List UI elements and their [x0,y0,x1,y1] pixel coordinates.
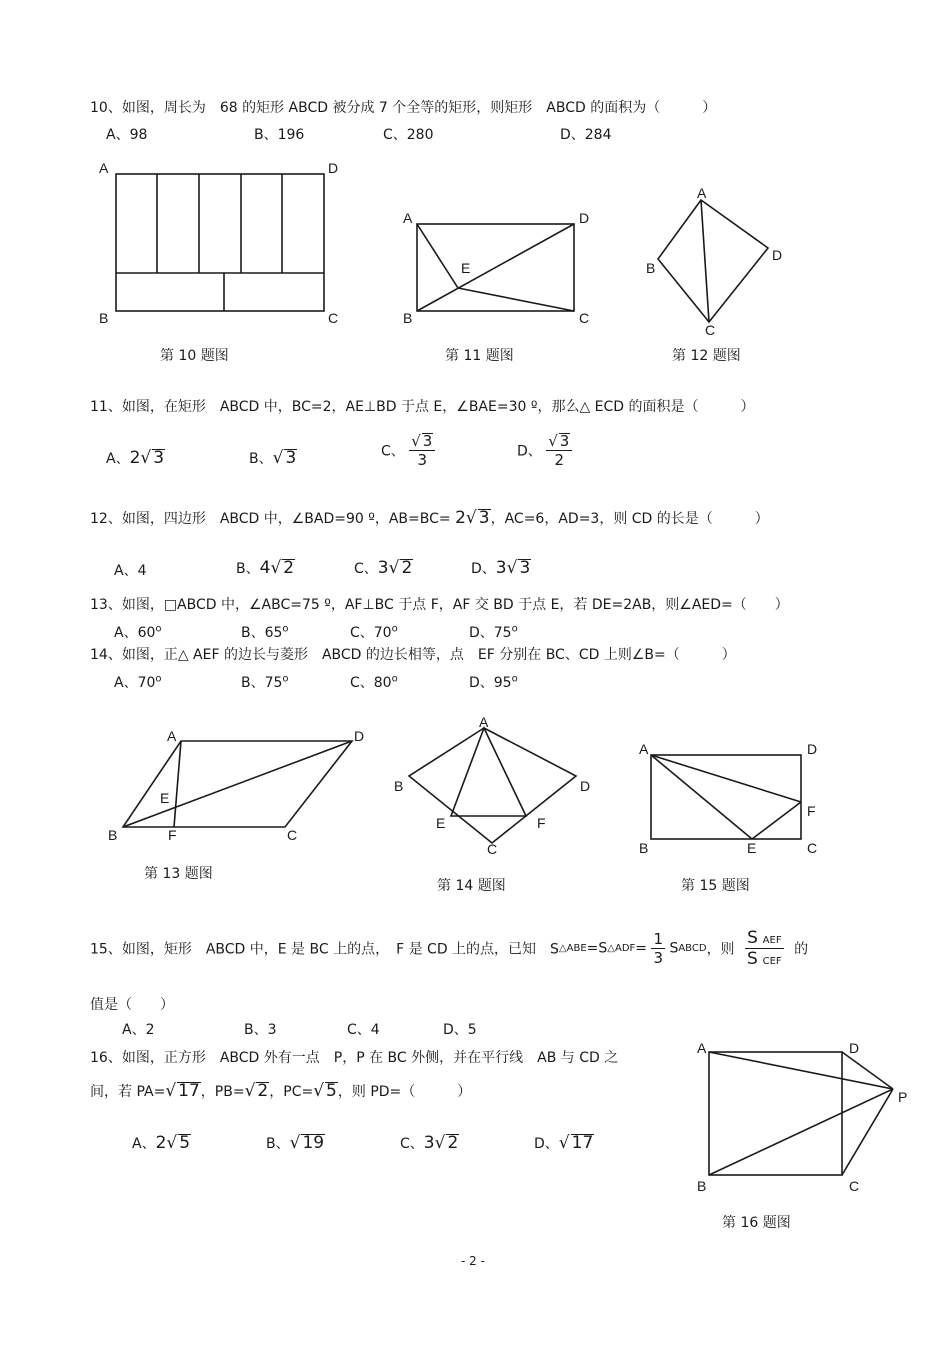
caption-figure-14: 第 14 题图 [437,878,506,894]
q14-option-b: B、75$^o$ [241,673,289,691]
fig15-label-c: C [807,840,818,856]
question-11-text: 11、如图，在矩形 ABCD 中，BC=2，AE⊥BD 于点 E，∠BAE=30 º，那么△ ECD 的面积是（ ） [90,399,755,415]
fig11-label-a: A [403,210,413,226]
caption-figure-16: 第 16 题图 [722,1215,791,1231]
fig14-label-a: A [479,714,489,730]
caption-figure-15: 第 15 题图 [681,878,750,894]
fig15-label-d: D [807,741,818,757]
fig12-label-d: D [772,247,783,263]
fig11-label-d: D [579,210,590,226]
fig10-label-c: C [328,310,339,326]
q13-option-a: A、60$^o$ [114,623,162,641]
fig14-label-f: F [537,815,546,831]
q12-option-c: C、3√ 2 [354,558,413,578]
caption-figure-13: 第 13 题图 [144,866,213,882]
q10-option-c: C、280 [383,127,434,143]
q15-option-a: A、2 [122,1022,155,1038]
q15-option-b: B、3 [244,1022,277,1038]
fig15-label-e: E [747,840,757,856]
question-13-text: 13、如图，□ABCD 中，∠ABC=75 º，AF⊥BC 于点 F，AF 交 BD 于点 E，若 DE=2AB，则∠AED=（ ） [90,597,789,613]
fig14-label-e: E [436,815,446,831]
fig11-label-b: B [403,310,413,326]
question-15-line2: 值是（ ） [90,997,174,1013]
question-10-text: 10、如图，周长为 68 的矩形 ABCD 被分成 7 个全等的矩形，则矩形 ABCD 的面积为（ ） [90,100,717,116]
fig10-label-d: D [328,160,339,176]
q13-option-d: D、75$^o$ [469,623,518,641]
fig12-label-a: A [697,185,707,201]
fig16-label-a: A [697,1040,707,1056]
q16-option-a: A、2√ 5 [132,1133,191,1153]
q13-option-c: C、70$^o$ [350,623,398,641]
q14-option-c: C、80$^o$ [350,673,398,691]
question-16-line2: 间，若 PA=√ 17，PB=√ 2，PC=√ 5，则 PD=（ ） [90,1081,472,1101]
question-14-text: 14、如图，正△ AEF 的边长与菱形 ABCD 的边长相等，点 EF 分别在 BC、CD 上则∠B=（ ） [90,647,736,663]
q15-option-d: D、5 [443,1022,477,1038]
caption-figure-12: 第 12 题图 [672,348,741,364]
q12-option-a: A、4 [114,563,147,579]
fig12-label-b: B [646,260,656,276]
fig15-label-f: F [807,803,816,819]
fig16-label-b: B [697,1178,707,1194]
fig13-label-f: F [168,827,177,843]
question-15-text: 15、如图，矩形 ABCD 中，E 是 BC 上的点， F 是 CD 上的点，已知 S△ABE=S△ADF= $\frac{1}{3}$ SABCD，则 $\frac{\text{S AEF}}{\text{S CEF}}$ 的 [90,928,809,969]
fig16-label-c: C [849,1178,860,1194]
q16-option-b: B、√ 19 [266,1133,325,1153]
fig10-label-a: A [99,160,109,176]
fig10-label-b: B [99,310,109,326]
q11-option-a: A、2√ 3 [106,448,165,468]
caption-figure-10: 第 10 题图 [160,348,229,364]
fig13-label-c: C [287,827,298,843]
question-12-text: 12、如图，四边形 ABCD 中，∠BAD=90 º，AB=BC= 2√ 3，AC=6，AD=3，则 CD 的长是（ ） [90,508,769,528]
fig11-label-c: C [579,310,590,326]
caption-figure-11: 第 11 题图 [445,348,514,364]
fig13-label-a: A [167,728,177,744]
fig14-label-d: D [580,778,591,794]
fig16-label-d: D [849,1040,860,1056]
fig13-label-e: E [160,790,170,806]
q14-option-d: D、95$^o$ [469,673,518,691]
q10-option-a: A、98 [106,127,148,143]
q12-option-d: D、3√ 3 [471,558,531,578]
q16-option-d: D、√ 17 [534,1133,594,1153]
fig11-label-e: E [461,260,471,276]
q11-option-d: D、 $\frac{√ 3}{2}$ [517,432,572,469]
question-16-line1: 16、如图，正方形 ABCD 外有一点 P，P 在 BC 外侧，并在平行线 AB 与 CD 之 [90,1050,619,1066]
q13-option-b: B、65$^o$ [241,623,289,641]
fig15-label-b: B [639,840,649,856]
q10-option-b: B、196 [254,127,305,143]
q10-option-d: D、284 [560,127,612,143]
page-number: - 2 - [461,1254,485,1268]
fig14-label-b: B [394,778,404,794]
q16-option-c: C、3√ 2 [400,1133,459,1153]
fig12-label-c: C [705,322,716,338]
fig13-label-d: D [354,728,365,744]
fig16-label-p: P [898,1089,908,1105]
fig14-label-c: C [487,841,498,857]
q14-option-a: A、70$^o$ [114,673,162,691]
fig13-label-b: B [108,827,118,843]
q11-option-c: C、 $\frac{√ 3}{3}$ [381,432,435,469]
q15-option-c: C、4 [347,1022,380,1038]
q11-option-b: B、√ 3 [249,448,297,468]
q12-option-b: B、4√ 2 [236,558,295,578]
fig15-label-a: A [639,741,649,757]
